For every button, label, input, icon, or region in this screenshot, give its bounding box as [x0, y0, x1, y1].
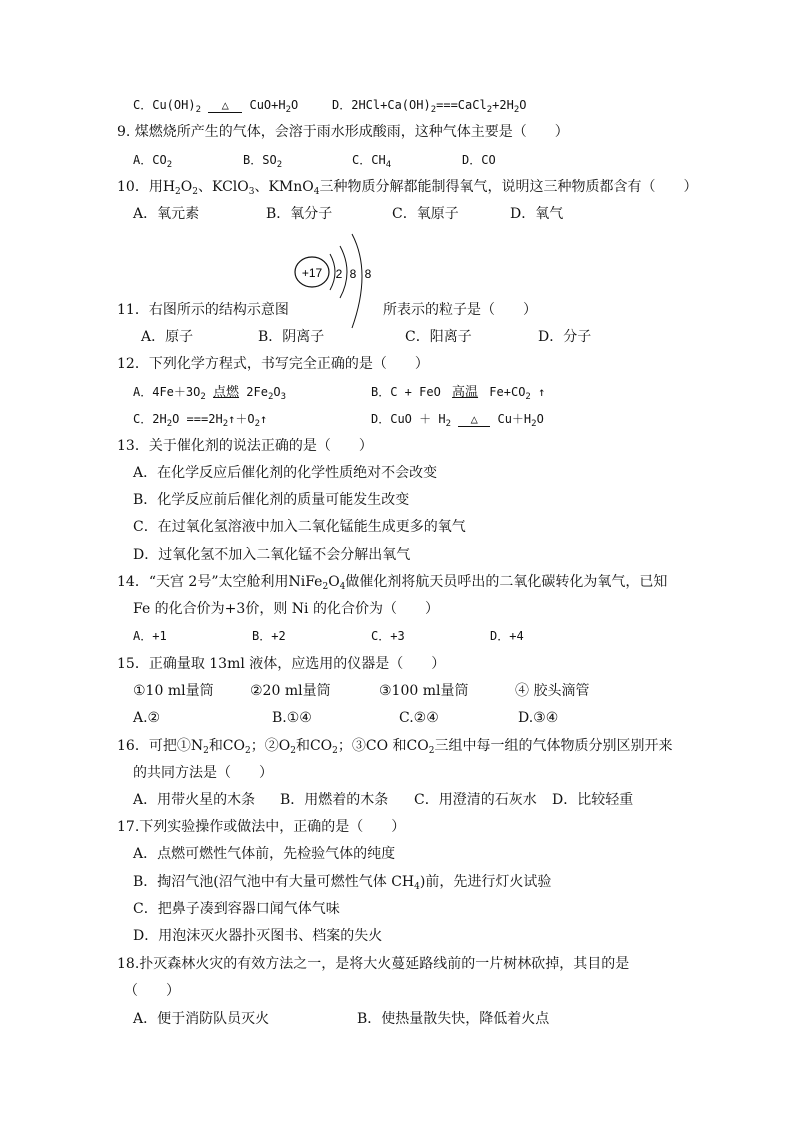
q14-option-d: D．+4 [490, 629, 524, 643]
q14-stem: 14．“天宫 2号”太空舱利用$NiFe_2O_4$做催化剂将航天员呼出的二氧化碳转化为氧气，已知 [117, 574, 668, 592]
q12-option-b: B．C + FeO 高温 $Fe+CO_2$ ↑ [371, 385, 546, 402]
q15-choice-1: ①10 ml量筒 [133, 683, 214, 699]
q17-stem: 17.下列实验操作或做法中，正确的是（ ） [117, 819, 406, 835]
q13-option-d: D．过氧化氢不加入二氧化锰不会分解出氧气 [133, 547, 411, 563]
q18-option-a: A．便于消防队员灭火 [133, 1011, 270, 1027]
q15-stem: 15．正确量取 13ml 液体，应选用的仪器是（ ） [117, 656, 446, 672]
nucleus-charge: +17 [301, 266, 323, 280]
heat-condition: △ [208, 98, 242, 113]
q11-option-c: C．阳离子 [405, 329, 472, 345]
atom-structure-diagram [292, 232, 382, 332]
q10-stem: 10．用$H_2O_2$、KClO$_3$、KMnO$_4$三种物质分解都能制得氧气，说明这三种物质都含有（ ） [117, 179, 698, 197]
q11-option-d: D．分子 [538, 329, 592, 345]
q16-option-b: B．用燃着的木条 [280, 792, 389, 808]
q16-option-c: C．用澄清的石灰水 [414, 792, 537, 808]
q12-option-d: D．CuO ＋ $H_2$ △ $Cu+H_2O$ [371, 412, 544, 429]
q11-option-b: B．阴离子 [258, 329, 325, 345]
q13-stem: 13．关于催化剂的说法正确的是（ ） [117, 438, 373, 454]
q14-option-a: A．+1 [133, 629, 167, 643]
q8-option-d: D．$2HCl+Ca(OH)_2===CaCl_2+2H_2O$ [332, 98, 527, 115]
q12-option-c: C．$2H_2O$ $===2H_2↑+O_2↑$ [133, 412, 268, 429]
q15-choice-3: ③100 ml量筒 [379, 683, 469, 699]
q18-stem-line2: （ ） [124, 983, 180, 999]
q16-option-d: D．比较轻重 [552, 792, 634, 808]
q9-stem: 9. 煤燃烧所产生的气体，会溶于雨水形成酸雨，这种气体主要是（ ） [117, 124, 569, 140]
q11-stem-a: 11．右图所示的结构示意图 [117, 302, 289, 318]
q9-option-c: C．$CH_4$ [352, 153, 392, 170]
q16-stem: 16．可把$①N_2$和$CO_2$；$②O_2$和$CO_2$；③CO 和$CO_2$三组中每一组的气体物质分别区别开来 [117, 738, 673, 756]
q13-option-c: C．在过氧化氢溶液中加入二氧化锰能生成更多的氧气 [133, 519, 466, 535]
heat-condition: △ [458, 412, 490, 427]
q16-option-a: A．用带火星的木条 [133, 792, 256, 808]
q15-option-c: C.②④ [399, 710, 439, 726]
q11-option-a: A．原子 [141, 329, 194, 345]
q14-option-c: C．+3 [371, 629, 405, 643]
q15-option-b: B.①④ [272, 710, 312, 726]
q17-option-c: C．把鼻子凑到容器口闻气体气味 [133, 901, 340, 917]
q9-option-a: A．$CO_2$ [133, 153, 173, 170]
q12-option-a: A．$4Fe+3O_2$ 点燃 $2Fe_2O_3$ [133, 385, 287, 402]
shell-arc-3 [349, 234, 362, 328]
q15-choice-2: ②20 ml量筒 [250, 683, 331, 699]
q15-option-d: D.③④ [518, 710, 559, 726]
q8-option-c: C．$Cu(OH)_2$ △ $CuO+H_2O$ [133, 98, 299, 115]
q17-option-a: A．点燃可燃性气体前，先检验气体的纯度 [133, 846, 396, 862]
q13-option-a: A．在化学反应后催化剂的化学性质绝对不会改变 [133, 465, 438, 481]
q10-option-a: A．氧元素 [133, 206, 200, 222]
q15-choice-4: ④ 胶头滴管 [515, 683, 590, 699]
shell-electrons-1: 2 [335, 267, 343, 281]
q10-option-c: C．氧原子 [392, 206, 459, 222]
q17-option-d: D．用泡沫灭火器扑灭图书、档案的失火 [133, 928, 383, 944]
q18-stem: 18.扑灭森林火灾的有效方法之一，是将大火蔓延路线前的一片树林砍掉，其目的是 [117, 956, 630, 972]
q13-option-b: B．化学反应前后催化剂的质量可能发生改变 [133, 492, 410, 508]
q10-option-d: D．氧气 [510, 206, 564, 222]
q12-stem: 12．下列化学方程式，书写完全正确的是（ ） [117, 356, 429, 372]
shell-electrons-2: 8 [349, 267, 357, 281]
q14-stem-line2: Fe 的化合价为+3价，则 Ni 的化合价为（ ） [133, 601, 439, 617]
shell-electrons-3: 8 [364, 267, 372, 281]
q14-option-b: B．+2 [252, 629, 286, 643]
shell-arc-1 [330, 254, 335, 290]
q18-option-b: B．使热量散失快，降低着火点 [357, 1011, 550, 1027]
q17-option-b: B．掏沼气池(沼气池中有大量可燃性气体 $CH_4$)前，先进行灯火试验 [133, 874, 552, 892]
q15-option-a: A.② [133, 710, 161, 726]
q16-stem-line2: 的共同方法是（ ） [133, 765, 273, 781]
q9-option-b: B．$SO_2$ [243, 153, 283, 170]
q10-option-b: B．氧分子 [266, 206, 333, 222]
q9-option-d: D．CO [462, 153, 496, 167]
q11-stem-b: 所表示的粒子是（ ） [383, 302, 537, 318]
